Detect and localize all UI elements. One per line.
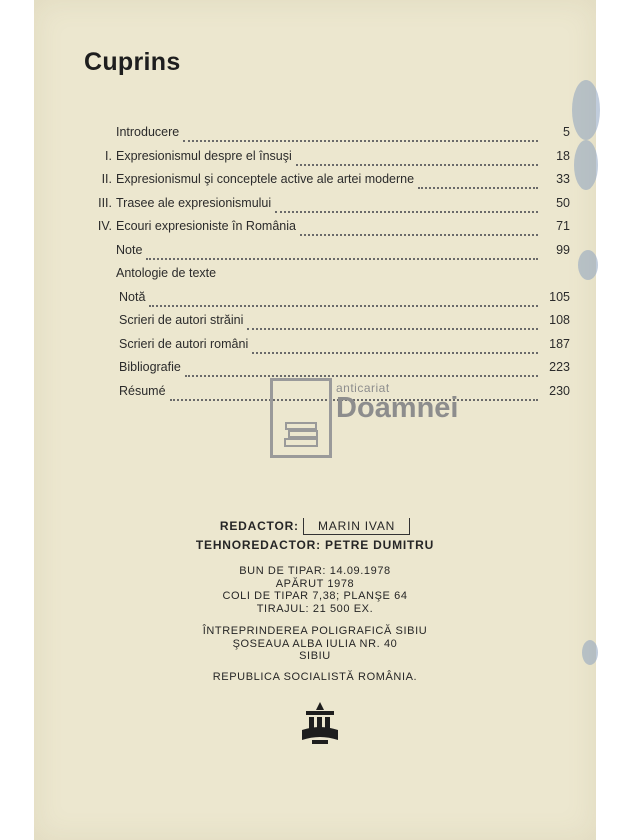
- toc-entry: [80, 172, 570, 196]
- toc-entry: [80, 149, 570, 173]
- toc-entry-number: II.: [101, 172, 112, 186]
- toc-entry-page: 18: [556, 148, 570, 163]
- toc-entry-label: Expresionismul despre el însuşi: [116, 148, 292, 163]
- toc-entry-page: 33: [556, 172, 570, 186]
- country-line: REPUBLICA SOCIALISTĂ ROMÂNIA.: [212, 671, 418, 683]
- redactor-line: [34, 518, 596, 535]
- toc-entry-label: Résumé: [119, 383, 166, 398]
- toc-entry-label: Trasee ale expresionismului: [116, 195, 272, 210]
- toc-dot-leader: [418, 186, 538, 189]
- table-of-contents: [80, 125, 570, 407]
- toc-dot-leader: [300, 233, 538, 236]
- book-page: [34, 0, 596, 840]
- toc-entry: [80, 196, 570, 220]
- toc-entry-label: Expresionismul şi conceptele active ale artei moderne: [116, 172, 415, 186]
- toc-entry: [80, 219, 570, 243]
- toc-entry-page: 71: [556, 219, 570, 233]
- toc-entry-page: 50: [556, 195, 570, 210]
- print-info: [34, 565, 596, 615]
- tirajul: TIRAJUL: 21 500 EX.: [256, 602, 374, 615]
- watermark-small-text: anticariat: [336, 381, 390, 395]
- toc-dot-leader: [275, 210, 538, 213]
- tehnoredactor-line: TEHNOREDACTOR: PETRE DUMITRU: [195, 538, 435, 552]
- page-title: Cuprins: [84, 48, 181, 76]
- toc-dot-leader: [149, 304, 538, 307]
- redactor-name: MARIN IVAN: [303, 518, 410, 535]
- toc-entry: [80, 290, 570, 314]
- toc-entry-label: Note: [116, 242, 143, 257]
- toc-entry-label: Antologie de texte: [116, 266, 217, 280]
- toc-dot-leader: [185, 374, 538, 377]
- toc-entry: [80, 313, 570, 337]
- credits: [34, 518, 596, 552]
- toc-entry-number: IV.: [97, 219, 112, 233]
- toc-entry-page: 108: [549, 313, 570, 327]
- printer-info: [34, 625, 596, 663]
- toc-entry-page: 105: [549, 289, 570, 304]
- toc-entry-label: Bibliografie: [119, 360, 181, 374]
- coli-de-tipar: COLI DE TIPAR 7,38; PLANŞE 64: [222, 590, 408, 602]
- toc-entry-label: Scrieri de autori străini: [119, 313, 244, 327]
- printer-city: SIBIU: [299, 650, 331, 662]
- toc-dot-leader: [296, 163, 538, 166]
- toc-entry-page: 99: [556, 242, 570, 257]
- toc-dot-leader: [146, 257, 538, 260]
- toc-entry-label: Introducere: [116, 125, 180, 139]
- edge-stain: [578, 250, 598, 280]
- aparut: APĂRUT 1978: [275, 577, 355, 590]
- toc-entry-number: III.: [98, 195, 112, 210]
- toc-entry: [80, 266, 570, 290]
- toc-entry-page: 223: [549, 360, 570, 374]
- books-icon: [284, 421, 320, 449]
- toc-entry: [80, 337, 570, 361]
- toc-entry-page: 230: [549, 383, 570, 398]
- watermark-frame: [270, 378, 332, 458]
- toc-dot-leader: [183, 139, 538, 142]
- watermark-brand-text: Doamnei: [336, 392, 459, 424]
- toc-entry: [80, 125, 570, 149]
- toc-dot-leader: [252, 351, 538, 354]
- toc-entry-label: Ecouri expresioniste în România: [116, 219, 296, 233]
- toc-entry-page: 5: [563, 125, 570, 139]
- toc-entry-page: 187: [549, 336, 570, 351]
- toc-entry-label: Scrieri de autori români: [119, 336, 249, 351]
- edge-stain: [572, 80, 600, 140]
- toc-entry-label: Notă: [119, 289, 146, 304]
- printer-name: ÎNTREPRINDEREA POLIGRAFICĂ SIBIU: [202, 625, 428, 637]
- toc-entry-number: I.: [105, 148, 112, 163]
- toc-entry: [80, 243, 570, 267]
- watermark: [270, 378, 459, 460]
- bun-de-tipar: BUN DE TIPAR: 14.09.1978: [239, 565, 391, 577]
- toc-dot-leader: [220, 281, 538, 282]
- redactor-label: REDACTOR:: [219, 519, 299, 533]
- publisher-logo-icon: [300, 700, 340, 745]
- edge-stain: [574, 140, 598, 190]
- toc-dot-leader: [247, 327, 538, 330]
- printer-address: ŞOSEAUA ALBA IULIA NR. 40: [232, 637, 398, 650]
